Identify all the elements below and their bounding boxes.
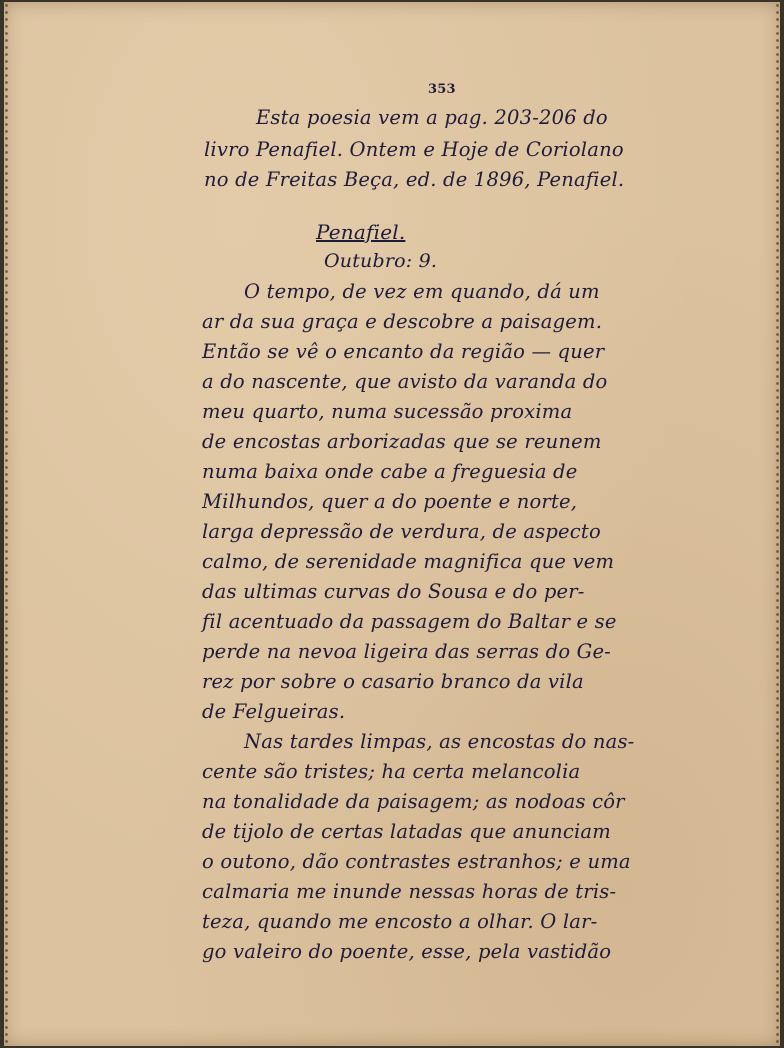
poem-line: a do nascente, que avisto da varanda do — [202, 370, 608, 393]
poem-line: go valeiro do poente, esse, pela vastidão — [202, 940, 612, 963]
poem-line: cente são tristes; ha certa melancolia — [202, 760, 581, 783]
poem-line: fil acentuado da passagem do Baltar e se — [202, 610, 617, 633]
poem-line: larga depressão de verdura, de aspecto — [202, 520, 601, 543]
poem-line: de Felgueiras. — [202, 700, 346, 723]
poem-line: Milhundos, quer a do poente e norte, — [202, 490, 578, 513]
poem-line: ar da sua graça e descobre a paisagem. — [202, 310, 603, 333]
poem-line: perde na nevoa ligeira das serras do Ge- — [202, 640, 611, 663]
intro-line: livro Penafiel. Ontem e Hoje de Coriolano — [204, 138, 624, 161]
poem-line: teza, quando me encosto a olhar. O lar- — [202, 910, 598, 933]
poem-line: de tijolo de certas latadas que anunciam — [202, 820, 611, 843]
poem-line: numa baixa onde cabe a freguesia de — [202, 460, 578, 483]
page-number: 353 — [428, 82, 456, 97]
poem-line: rez por sobre o casario branco da vila — [202, 670, 584, 693]
poem-line: o outono, dão contrastes estranhos; e uma — [202, 850, 631, 873]
right-edge-perforation — [775, 2, 780, 1046]
poem-line: na tonalidade da paisagem; as nodoas côr — [202, 790, 625, 813]
poem-line: de encostas arborizadas que se reunem — [202, 430, 602, 453]
left-edge-perforation — [4, 2, 9, 1046]
manuscript-page — [4, 2, 780, 1046]
poem-line: meu quarto, numa sucessão proxima — [202, 400, 573, 423]
intro-line: Esta poesia vem a pag. 203-206 do — [256, 106, 608, 129]
poem-line: Então se vê o encanto da região — quer — [202, 340, 605, 363]
poem-line: das ultimas curvas do Sousa e do per- — [202, 580, 585, 603]
poem-line: calmo, de serenidade magnifica que vem — [202, 550, 615, 573]
poem-title: Penafiel. — [316, 220, 406, 244]
poem-line: O tempo, de vez em quando, dá um — [244, 280, 600, 303]
intro-line: no de Freitas Beça, ed. de 1896, Penafiel. — [204, 168, 625, 191]
poem-line: calmaria me inunde nessas horas de tris- — [202, 880, 617, 903]
poem-line: Nas tardes limpas, as encostas do nas- — [244, 730, 635, 753]
poem-date: Outubro: 9. — [324, 250, 438, 272]
